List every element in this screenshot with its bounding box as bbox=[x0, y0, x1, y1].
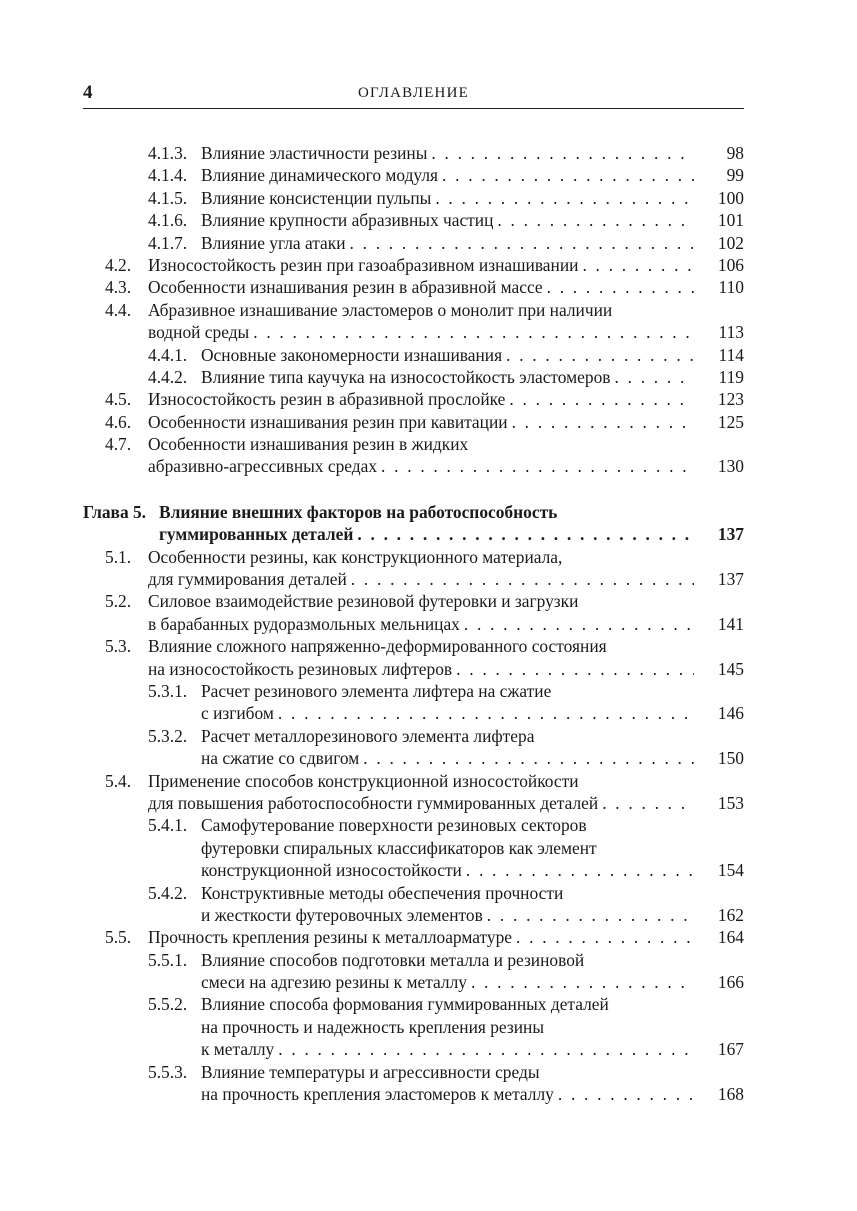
dot-leader bbox=[435, 187, 694, 209]
toc-entry-number: 4.1.5. bbox=[148, 187, 188, 208]
toc-page-number: 99 bbox=[726, 165, 744, 186]
toc-entry-title: Прочность крепления резины к металлоарматуре bbox=[148, 927, 512, 948]
toc-entry-title-line: Самофутерование поверхности резиновых секторов bbox=[201, 815, 587, 836]
dot-leader bbox=[253, 321, 694, 343]
toc-entry-title-line: Особенности резины, как конструкционного материала, bbox=[148, 546, 563, 567]
toc-entry-number: 5.4.1. bbox=[148, 815, 188, 836]
toc-entry-title: конструкционной износостойкости bbox=[201, 860, 462, 881]
dot-leader bbox=[278, 1038, 694, 1060]
toc-page-number: 154 bbox=[717, 860, 744, 881]
toc-entry[interactable] bbox=[83, 164, 744, 186]
toc-entry-title: Влияние динамического модуля bbox=[201, 165, 439, 186]
toc-entry-title: абразивно-агрессивных средах bbox=[148, 456, 378, 477]
toc-entry-title: гуммированных деталей bbox=[159, 524, 354, 545]
toc-entry-number: 4.6. bbox=[105, 411, 132, 432]
toc-entry[interactable] bbox=[83, 209, 744, 231]
dot-leader bbox=[357, 523, 694, 545]
dot-leader bbox=[456, 658, 694, 680]
toc-page-number: 123 bbox=[717, 389, 744, 410]
toc-entry-title-line: Влияние температуры и агрессивности среды bbox=[201, 1061, 540, 1082]
toc-entry-title: для гуммирования деталей bbox=[148, 569, 347, 590]
toc-entry[interactable] bbox=[83, 388, 744, 410]
toc-entry-title: на износостойкость резиновых лифтеров bbox=[148, 658, 453, 679]
toc-entry-title: к металлу bbox=[201, 1039, 275, 1060]
toc-page-number: 141 bbox=[717, 613, 744, 634]
toc-entry-title: Влияние консистенции пульпы bbox=[201, 187, 432, 208]
toc-entry-number: 4.4.1. bbox=[148, 344, 188, 365]
toc-page-number: 114 bbox=[718, 344, 744, 365]
toc-page-number: 168 bbox=[717, 1084, 744, 1105]
toc-entry-title-line: на прочность и надежность крепления резины bbox=[201, 1016, 545, 1037]
toc-entry[interactable] bbox=[83, 142, 744, 164]
toc-entry-title: для повышения работоспособности гуммированных деталей bbox=[148, 792, 599, 813]
dot-leader bbox=[516, 926, 694, 948]
toc-entry-title-line: футеровки спиральных классификаторов как элемент bbox=[201, 837, 597, 858]
toc-entry-title: на сжатие со сдвигом bbox=[201, 748, 360, 769]
dot-leader bbox=[487, 904, 694, 926]
dot-leader bbox=[615, 366, 695, 388]
toc-entry[interactable] bbox=[83, 1061, 744, 1106]
chapter-spacer bbox=[83, 478, 744, 501]
toc-entry-title: Износостойкость резин при газоабразивном изнашивании bbox=[148, 254, 579, 275]
dot-leader bbox=[351, 568, 694, 590]
toc-entry-number: 4.4. bbox=[105, 299, 132, 320]
toc-page-number: 137 bbox=[717, 524, 744, 545]
toc-entry-number: 4.1.6. bbox=[148, 210, 188, 231]
toc-entry-title-line: Силовое взаимодействие резиновой футеровки и загрузки bbox=[148, 591, 579, 612]
toc-page-number: 167 bbox=[717, 1039, 744, 1060]
toc-entry[interactable] bbox=[83, 814, 744, 881]
toc-entry-title: Особенности изнашивания резин в абразивной массе bbox=[148, 277, 543, 298]
toc-entry[interactable] bbox=[83, 635, 744, 680]
toc-entry-title-line: Влияние способов подготовки металла и резиновой bbox=[201, 949, 585, 970]
toc-entry-number: Глава 5. bbox=[83, 501, 147, 522]
toc-entry-title-line: Конструктивные методы обеспечения прочности bbox=[201, 882, 564, 903]
toc-page-number: 119 bbox=[718, 366, 744, 387]
toc-page-number: 106 bbox=[717, 254, 744, 275]
toc-entry-title: Основные закономерности изнашивания bbox=[201, 344, 503, 365]
toc-page-number: 162 bbox=[717, 904, 744, 925]
toc-entry-title: в барабанных рудоразмольных мельницах bbox=[148, 613, 460, 634]
toc-entry-title: на прочность крепления эластомеров к металлу bbox=[201, 1084, 554, 1105]
toc-entry[interactable] bbox=[83, 949, 744, 994]
toc-page-number: 145 bbox=[717, 658, 744, 679]
toc-entry[interactable] bbox=[83, 433, 744, 478]
toc-entry-title-line: Влияние внешних факторов на работоспособность bbox=[159, 501, 558, 522]
toc-entry[interactable] bbox=[83, 344, 744, 366]
toc-entry-title-line: Особенности изнашивания резин в жидких bbox=[148, 434, 469, 455]
toc-entry-number: 5.3.2. bbox=[148, 725, 188, 746]
dot-leader bbox=[497, 209, 694, 231]
dot-leader bbox=[363, 747, 694, 769]
toc-page-number: 101 bbox=[717, 210, 744, 231]
toc-entry-title-line: Расчет резинового элемента лифтера на сжатие bbox=[201, 680, 552, 701]
toc-entry-number: 5.4. bbox=[105, 770, 132, 791]
toc-entry-title: водной среды bbox=[148, 322, 250, 343]
dot-leader bbox=[431, 142, 694, 164]
dot-leader bbox=[512, 411, 694, 433]
dot-leader bbox=[464, 613, 694, 635]
toc-entry-number: 4.5. bbox=[105, 389, 132, 410]
dot-leader bbox=[471, 971, 694, 993]
toc-entry[interactable] bbox=[83, 725, 744, 770]
toc-entry-number: 5.5.3. bbox=[148, 1061, 188, 1082]
toc-entry-title-line: Применение способов конструкционной износостойкости bbox=[148, 770, 579, 791]
toc-entry-title: Влияние эластичности резины bbox=[201, 143, 428, 163]
toc-entry-title: Особенности изнашивания резин при кавитации bbox=[148, 411, 508, 432]
toc-page-number: 113 bbox=[718, 322, 744, 343]
toc-entry-number: 5.1. bbox=[105, 546, 132, 567]
page-number: 4 bbox=[83, 82, 93, 103]
toc-entry-number: 5.2. bbox=[105, 591, 132, 612]
running-head: ОГЛАВЛЕНИЕ bbox=[358, 85, 469, 101]
toc-page-number: 166 bbox=[717, 972, 744, 993]
toc-entry[interactable] bbox=[83, 770, 744, 815]
toc-entry[interactable] bbox=[83, 254, 744, 276]
toc-page-number: 137 bbox=[717, 569, 744, 590]
toc-entry[interactable] bbox=[83, 366, 744, 388]
toc-entry[interactable] bbox=[83, 232, 744, 254]
toc-entry[interactable] bbox=[83, 993, 744, 1060]
toc-chapter[interactable] bbox=[83, 501, 744, 546]
toc-entry-title-line: Влияние сложного напряженно-деформированного состояния bbox=[148, 636, 607, 657]
toc-entry-title-line: Абразивное изнашивание эластомеров о монолит при наличии bbox=[148, 299, 613, 320]
toc-entry-number: 4.3. bbox=[105, 277, 132, 298]
toc-entry-number: 4.1.7. bbox=[148, 232, 188, 253]
toc-entry-number: 5.5. bbox=[105, 927, 132, 948]
dot-leader bbox=[547, 276, 694, 298]
dot-leader bbox=[558, 1083, 694, 1105]
table-of-contents bbox=[83, 142, 744, 1105]
dot-leader bbox=[509, 388, 694, 410]
toc-page-number: 146 bbox=[717, 703, 744, 724]
toc-entry-title: Влияние угла атаки bbox=[201, 232, 346, 253]
dot-leader bbox=[602, 792, 694, 814]
toc-page-number: 110 bbox=[718, 277, 744, 298]
toc-entry[interactable] bbox=[83, 882, 744, 927]
toc-entry[interactable] bbox=[83, 680, 744, 725]
toc-entry[interactable] bbox=[83, 276, 744, 298]
page-header bbox=[83, 80, 744, 109]
toc-page-number: 100 bbox=[717, 187, 744, 208]
toc-entry[interactable] bbox=[83, 187, 744, 209]
toc-entry[interactable] bbox=[83, 299, 744, 344]
dot-leader bbox=[442, 164, 694, 186]
toc-entry-title: и жесткости футеровочных элементов bbox=[201, 904, 483, 925]
toc-entry-number: 5.3.1. bbox=[148, 680, 188, 701]
toc-entry-number: 4.7. bbox=[105, 434, 132, 455]
toc-entry-number: 4.1.3. bbox=[148, 143, 188, 163]
toc-entry-number: 4.4.2. bbox=[148, 366, 188, 387]
toc-entry-number: 4.1.4. bbox=[148, 165, 188, 186]
toc-entry-number: 4.2. bbox=[105, 254, 132, 275]
toc-page-number: 98 bbox=[726, 143, 744, 163]
toc-entry-number: 5.3. bbox=[105, 636, 132, 657]
toc-entry-title: Влияние крупности абразивных частиц bbox=[201, 210, 494, 231]
toc-entry[interactable] bbox=[83, 590, 744, 635]
toc-entry-number: 5.5.2. bbox=[148, 994, 188, 1015]
toc-entry-title: с изгибом bbox=[201, 703, 274, 724]
toc-page-number: 125 bbox=[717, 411, 744, 432]
toc-entry-title: Влияние типа каучука на износостойкость эластомеров bbox=[201, 366, 611, 387]
toc-entry-number: 5.4.2. bbox=[148, 882, 188, 903]
toc-entry-number: 5.5.1. bbox=[148, 949, 188, 970]
toc-page-number: 102 bbox=[717, 232, 744, 253]
toc-entry-title: Износостойкость резин в абразивной прослойке bbox=[148, 389, 506, 410]
dot-leader bbox=[582, 254, 694, 276]
toc-page-number: 150 bbox=[717, 748, 744, 769]
toc-entry[interactable] bbox=[83, 926, 744, 948]
toc-page-number: 130 bbox=[717, 456, 744, 477]
toc-entry[interactable] bbox=[83, 546, 744, 591]
dot-leader bbox=[466, 859, 694, 881]
dot-leader bbox=[506, 344, 694, 366]
toc-entry[interactable] bbox=[83, 411, 744, 433]
toc-entry-title-line: Расчет металлорезинового элемента лифтера bbox=[201, 725, 535, 746]
dot-leader bbox=[350, 232, 694, 254]
toc-page-number: 164 bbox=[717, 927, 744, 948]
toc-entry-title-line: Влияние способа формования гуммированных деталей bbox=[201, 994, 609, 1015]
toc-page-number: 153 bbox=[717, 792, 744, 813]
toc-entry-title: смеси на адгезию резины к металлу bbox=[201, 972, 467, 993]
dot-leader bbox=[381, 455, 694, 477]
dot-leader bbox=[278, 702, 694, 724]
